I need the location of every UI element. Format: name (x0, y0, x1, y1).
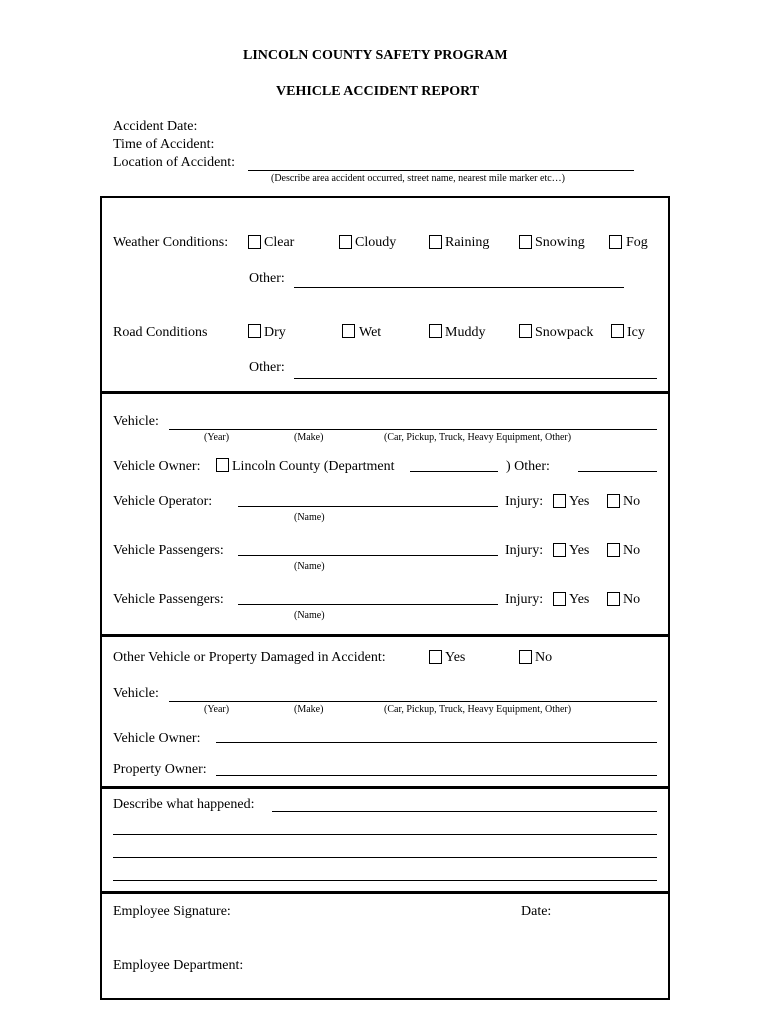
passengers-injury-label: Injury: (505, 592, 544, 607)
vehicle-field[interactable] (169, 429, 657, 430)
road-icy-checkbox[interactable] (611, 324, 624, 338)
vehicle-make-hint: (Make) (294, 432, 324, 443)
operator-injury-label: Injury: (505, 494, 544, 509)
weather-snowing-label: Snowing (535, 235, 585, 250)
accident-time-label: Time of Accident: (113, 137, 215, 152)
passengers-injury-no-checkbox[interactable] (607, 543, 620, 557)
weather-clear-checkbox[interactable] (248, 235, 261, 249)
other-damage-yes-label: Yes (445, 650, 466, 665)
passengers-injury-yes-checkbox[interactable] (553, 592, 566, 606)
describe-label: Describe what happened: (113, 797, 255, 812)
vehicle-type-hint: (Car, Pickup, Truck, Heavy Equipment, Other) (384, 432, 572, 443)
other-vehicle-make-hint: (Make) (294, 704, 324, 715)
weather-fog-label: Fog (626, 235, 648, 250)
operator-injury-no-checkbox[interactable] (607, 494, 620, 508)
owner-other-label: ) Other: (506, 459, 550, 474)
road-wet-checkbox[interactable] (342, 324, 355, 338)
road-label: Road Conditions (113, 325, 208, 340)
other-vehicle-label: Vehicle: (113, 686, 159, 701)
describe-line[interactable] (272, 811, 657, 812)
road-dry-label: Dry (264, 325, 286, 340)
weather-other-field[interactable] (294, 287, 624, 288)
accident-location-label: Location of Accident: (113, 155, 236, 170)
report-title: VEHICLE ACCIDENT REPORT (276, 84, 480, 99)
passengers-injury-no-label: No (623, 592, 641, 607)
describe-line[interactable] (113, 857, 657, 858)
road-icy-label: Icy (627, 325, 645, 340)
other-damage-no-label: No (535, 650, 553, 665)
property-owner-label: Property Owner: (113, 762, 207, 777)
other-vehicle-type-hint: (Car, Pickup, Truck, Heavy Equipment, Other) (384, 704, 572, 715)
vehicle-operator-label: Vehicle Operator: (113, 494, 213, 509)
road-snowpack-label: Snowpack (535, 325, 594, 340)
owner-county-checkbox[interactable] (216, 458, 229, 472)
passengers-injury-yes-label: Yes (569, 592, 590, 607)
accident-date-label: Accident Date: (113, 119, 198, 134)
location-field[interactable] (248, 170, 634, 171)
owner-county-label: Lincoln County (Department (232, 459, 395, 474)
operator-injury-yes-label: Yes (569, 494, 590, 509)
road-muddy-label: Muddy (445, 325, 486, 340)
vehicle-year-hint: (Year) (204, 432, 230, 443)
section-divider (102, 786, 668, 789)
passengers-name-field[interactable] (238, 604, 498, 605)
road-other-label: Other: (249, 360, 285, 375)
passengers-name-hint: (Name) (294, 610, 325, 621)
location-hint: (Describe area accident occurred, street name, nearest mile marker etc…) (271, 173, 565, 184)
operator-injury-yes-checkbox[interactable] (553, 494, 566, 508)
weather-snowing-checkbox[interactable] (519, 235, 532, 249)
form-title: LINCOLN COUNTY SAFETY PROGRAM (243, 48, 508, 63)
passengers-name-field[interactable] (238, 555, 498, 556)
employee-signature-label: Employee Signature: (113, 904, 231, 919)
passengers-name-hint: (Name) (294, 561, 325, 572)
road-other-field[interactable] (294, 378, 657, 379)
vehicle-owner-label: Vehicle Owner: (113, 459, 201, 474)
weather-raining-label: Raining (445, 235, 490, 250)
section-divider (102, 391, 668, 394)
section-divider (102, 891, 668, 894)
operator-name-hint: (Name) (294, 512, 325, 523)
passengers-injury-no-checkbox[interactable] (607, 592, 620, 606)
operator-injury-no-label: No (623, 494, 641, 509)
weather-other-label: Other: (249, 271, 285, 286)
other-vehicle-owner-label: Vehicle Owner: (113, 731, 201, 746)
road-snowpack-checkbox[interactable] (519, 324, 532, 338)
employee-department-label: Employee Department: (113, 958, 244, 973)
other-damage-no-checkbox[interactable] (519, 650, 532, 664)
weather-cloudy-label: Cloudy (355, 235, 397, 250)
road-muddy-checkbox[interactable] (429, 324, 442, 338)
describe-line[interactable] (113, 880, 657, 881)
describe-line[interactable] (113, 834, 657, 835)
other-vehicle-field[interactable] (169, 701, 657, 702)
other-damage-question: Other Vehicle or Property Damaged in Accident: (113, 650, 386, 665)
weather-label: Weather Conditions: (113, 235, 229, 250)
signature-date-label: Date: (521, 904, 552, 919)
other-vehicle-year-hint: (Year) (204, 704, 230, 715)
weather-fog-checkbox[interactable] (609, 235, 622, 249)
passengers-injury-yes-checkbox[interactable] (553, 543, 566, 557)
passengers-injury-no-label: No (623, 543, 641, 558)
section-divider (102, 634, 668, 637)
weather-clear-label: Clear (264, 235, 295, 250)
passengers-injury-label: Injury: (505, 543, 544, 558)
road-wet-label: Wet (359, 325, 382, 340)
property-owner-field[interactable] (216, 775, 657, 776)
road-dry-checkbox[interactable] (248, 324, 261, 338)
weather-raining-checkbox[interactable] (429, 235, 442, 249)
owner-other-field[interactable] (578, 471, 657, 472)
vehicle-label: Vehicle: (113, 414, 159, 429)
vehicle-passengers-label: Vehicle Passengers: (113, 592, 224, 607)
operator-name-field[interactable] (238, 506, 498, 507)
passengers-injury-yes-label: Yes (569, 543, 590, 558)
other-vehicle-owner-field[interactable] (216, 742, 657, 743)
owner-department-field[interactable] (410, 471, 498, 472)
weather-cloudy-checkbox[interactable] (339, 235, 352, 249)
vehicle-passengers-label: Vehicle Passengers: (113, 543, 224, 558)
other-damage-yes-checkbox[interactable] (429, 650, 442, 664)
